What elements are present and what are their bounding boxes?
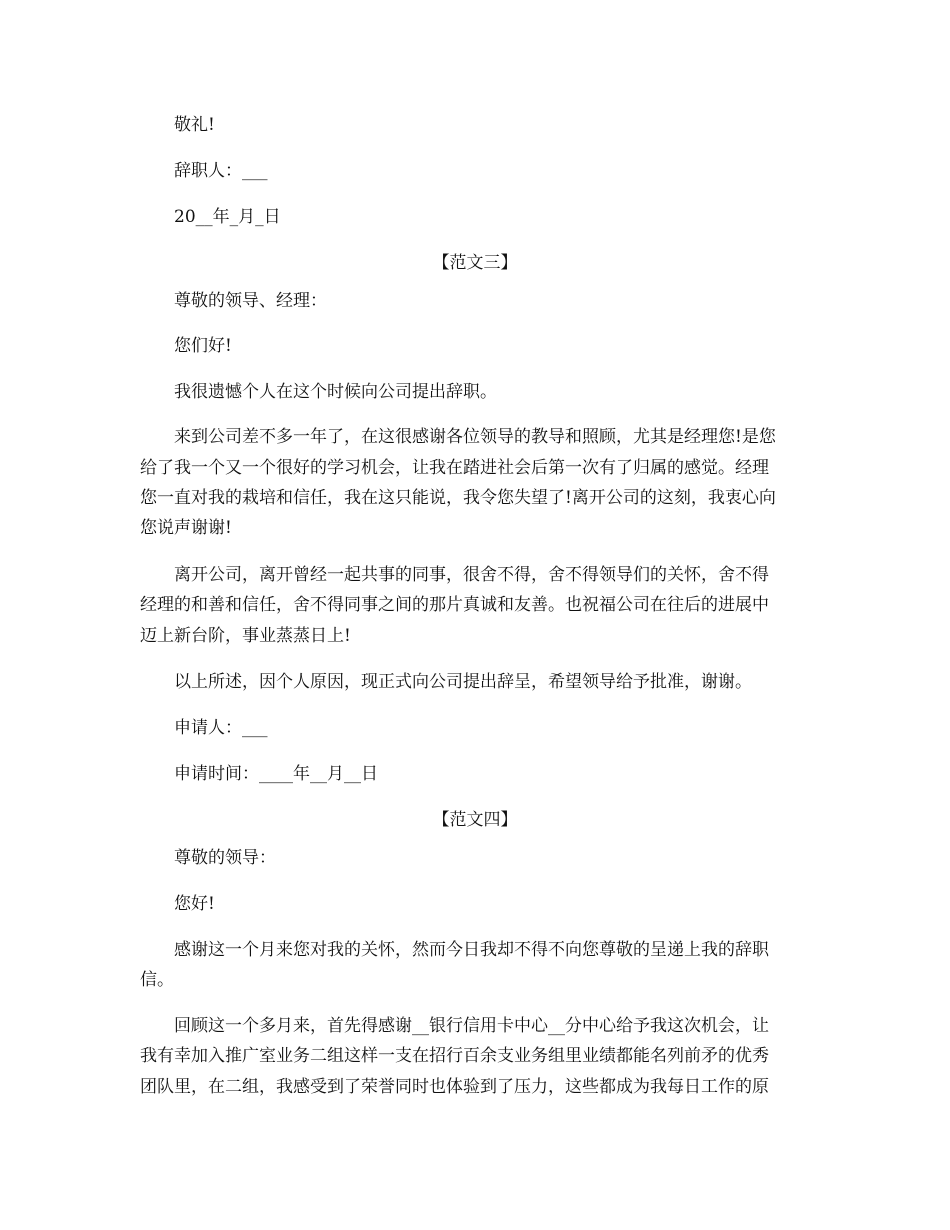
resignee-signature: 辞职人：___ <box>174 161 268 181</box>
section-3-hello: 您们好! <box>174 336 232 356</box>
section-4-paragraph-2-line: 团队里，在二组，我感受到了荣誉同时也体验到了压力，这些都成为我每日工作的原 <box>140 1077 769 1097</box>
section-4-hello: 您好! <box>174 894 215 914</box>
section-3-paragraph-2-line: 来到公司差不多一年了，在这很感谢各位领导的教导和照顾，尤其是经理您!是您 <box>174 427 776 447</box>
section-3-heading: 【范文三】 <box>432 253 518 273</box>
section-4-greeting: 尊敬的领导： <box>174 848 276 868</box>
section-3-applicant: 申请人：___ <box>174 718 268 738</box>
section-3-paragraph-3-line: 离开公司，离开曾经一起共事的同事，很舍不得，舍不得领导们的关怀，舍不得 <box>174 565 769 585</box>
section-3-paragraph-2-line: 给了我一个又一个很好的学习机会，让我在踏进社会后第一次有了归属的感觉。经理 <box>140 458 769 478</box>
section-4-paragraph-2-line: 回顾这一个多月来，首先得感谢__银行信用卡中心__分中心给予我这次机会，让 <box>174 1016 769 1036</box>
section-4-heading: 【范文四】 <box>432 810 518 830</box>
section-3-paragraph-1: 我很遗憾个人在这个时候向公司提出辞职。 <box>174 382 497 402</box>
section-3-paragraph-2-line: 您说声谢谢! <box>140 518 232 538</box>
resignation-date: 20__年_月_日 <box>174 207 281 227</box>
section-3-apply-time: 申请时间：____年__月__日 <box>174 764 378 784</box>
section-4-paragraph-2-line: 我有幸加入推广室业务二组这样一支在招行百余支业务组里业绩都能名列前矛的优秀 <box>140 1046 769 1066</box>
section-4-paragraph-1-line: 信。 <box>140 970 174 990</box>
section-3-paragraph-2-line: 您一直对我的栽培和信任，我在这只能说，我令您失望了!离开公司的这刻，我衷心向 <box>140 488 776 508</box>
section-3-paragraph-4: 以上所述，因个人原因，现正式向公司提出辞呈，希望领导给予批准，谢谢。 <box>174 672 752 692</box>
section-3-greeting: 尊敬的领导、经理： <box>174 291 327 311</box>
section-4-paragraph-1-line: 感谢这一个月来您对我的关怀，然而今日我却不得不向您尊敬的呈递上我的辞职 <box>174 940 769 960</box>
closing-salute: 敬礼! <box>174 115 215 135</box>
section-3-paragraph-3-line: 迈上新台阶，事业蒸蒸日上! <box>140 626 351 646</box>
section-3-paragraph-3-line: 经理的和善和信任，舍不得同事之间的那片真诚和友善。也祝福公司在往后的进展中 <box>140 595 769 615</box>
